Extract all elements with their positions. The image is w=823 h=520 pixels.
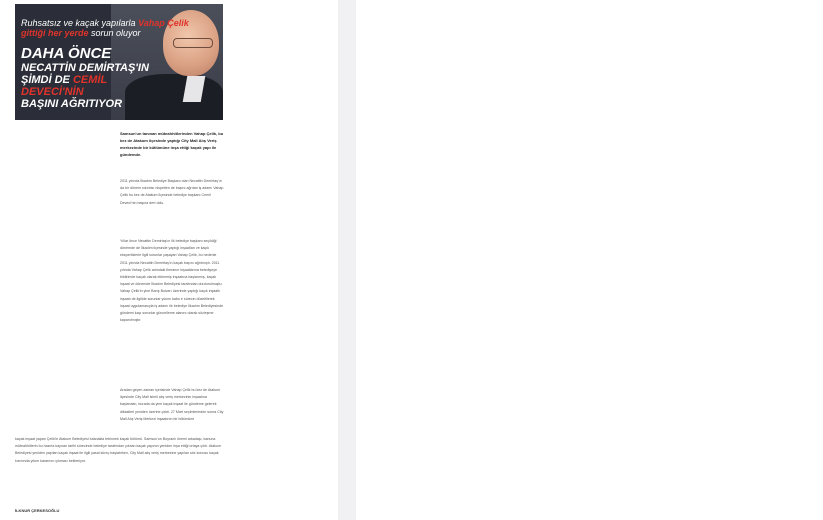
- title-line-3: [21, 74, 171, 98]
- left-page: [0, 0, 338, 520]
- title-line-4: BAŞINI AĞRITIYOR: [21, 98, 123, 110]
- article-paragraph-wide: kaçak inşaat yapan Çelik'in Atakum Belediyesi tutanakla tebinnek kaçak bölümü. Samsun'un Boyranlı önemi arkadaşı, kanuna müteahhitlerin bu hazırla kaynarı tarihi sürecinde belediye tarafından yıkılan kaçak yapının yeniden inşa ettiği ortaya çıktı. Atakum Belediyesi yeniden yapılan kaçak inşaat ile ilgili yasal süreç başlatırken, City Mall alış veriş merkezine yapılan söz konusu kaçak kısmında yıkım kararının çıkması bekleniyor.: [15, 437, 221, 463]
- kicker-name: Vahap Çelik gittiği her yerde: [21, 18, 189, 38]
- headline-kicker: [21, 18, 191, 38]
- title-line-2: NECATTİN DEMİRTAŞ'IN: [21, 62, 149, 74]
- kicker-prefix: Ruhsatsız ve kaçak yapılarla: [21, 18, 139, 28]
- article-paragraph-1: 2011 yılında İlkadım Belediye Başkanı olan Necattin Demirtaş'ın da bir dönem sıkıntısı nispetlen de başını ağrıtan iş adamı Vahap Çelik bu kez de Atakum ilçesinde belediye başkanı Cemil Deveci'nin başına dert oldu.: [120, 179, 224, 205]
- article-paragraph-3: Aradan geçen zaman içerisinde Vahap Çelik bu kez de Atakum ilçesinde City Mall isimli alış veriş merkezinin inşaatına başlanılan, burada da yine kaçak inşaat ile gündeme gelerek dikkatleri yeniden üzerine çekti. 27 Mart seçimlerinden sonra City Mall Alış Veriş Merkezi inşaatının bir bölümüne: [120, 388, 224, 421]
- title-line-1: DAHA ÖNCE: [21, 45, 112, 62]
- title-line-3-red: CEMİL DEVECİ'NİN: [21, 74, 107, 98]
- headline-title: [21, 46, 171, 110]
- page-gutter: [338, 0, 356, 520]
- title-line-3-prefix: ŞİMDİ DE: [21, 74, 73, 86]
- right-page-blank: [356, 0, 823, 520]
- article-paragraph-2: Yıllar önce Necattin Demirtaş'ın ilk belediye başkanı seçildiği dönemde de İlkadım ilçesinde yaptığı inşaatları ve kaçık ekspertizlerle ilgili sorunlar yaşayan Vahap Çelik, bu nedenle 2011 yılında Necattin Demirtaş'ın kaçak başını ağrıtmıştı. 2011 yılında Vahap Çelik adındaki firmanın inşaatlarına belediyeye bildirimde kaçak olarak eklenmiş inşaatına başlanmış, kaçak inşaat ve dönemde İlkadım Belediyesi tarafından durdurulmuştu. Vahap Çelik'in yine Barış Bulvarı üzerinde yaptığı kaçık inşaatlı inşaatı de ilgilide sorunlar yıkımı kabu e sürecin düzeltilerek inşaat uygulamasıyla iş adamı ile belediye İlkadım Belediyesinde gündemi kaçı sorunlar güncelleme alanını olarak sözleşme kapanılmıştır.: [120, 239, 224, 323]
- article-lead: Samsun'un tanınan müteahhitlerinden Vahap Çelik, bu kez de Atakum ilçesinde yaptığı City Mall Alış Veriş merkezinde bir kütlümüne inşa ettiği kaçak yapı ile gündemde.: [120, 131, 224, 157]
- portrait-glasses: [173, 38, 213, 48]
- kicker-suffix: sorun oluyor: [88, 28, 141, 38]
- headline-banner: [15, 4, 223, 120]
- article-byline: İLKNUR ÇERKESOĞLU: [15, 508, 60, 513]
